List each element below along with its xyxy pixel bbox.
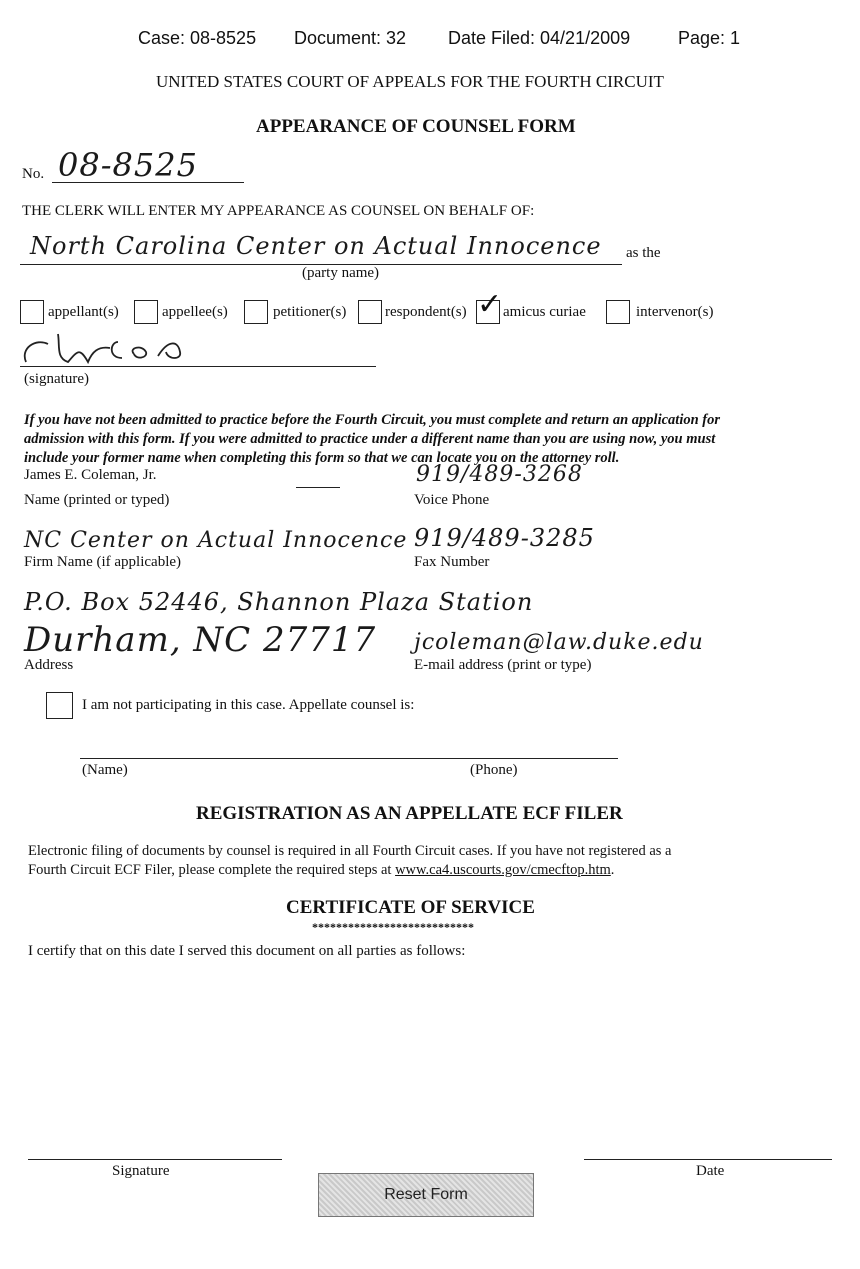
name-caption: Name (printed or typed) <box>24 492 170 508</box>
intervenor-checkbox[interactable] <box>606 300 630 324</box>
email-caption: E-mail address (print or type) <box>414 657 592 673</box>
party-name-value[interactable]: North Carolina Center on Actual Innocence <box>30 232 602 260</box>
date-filed-stamp: Date Filed: 04/21/2009 <box>448 28 631 48</box>
petitioner-checkbox[interactable] <box>244 300 268 324</box>
name-value[interactable]: James E. Coleman, Jr. <box>24 467 157 483</box>
clerk-statement: THE CLERK WILL ENTER MY APPEARANCE AS COUNSEL ON BEHALF OF: <box>22 203 535 219</box>
reset-form-button[interactable] <box>318 1173 534 1217</box>
footer-signature-caption: Signature <box>112 1163 170 1179</box>
appellee-label: appellee(s) <box>162 304 228 320</box>
court-title: UNITED STATES COURT OF APPEALS FOR THE FOURTH CIRCUIT <box>156 72 664 91</box>
form-title: APPEARANCE OF COUNSEL FORM <box>256 116 576 137</box>
footer-date-line <box>584 1159 832 1160</box>
email-value[interactable]: jcoleman@law.duke.edu <box>414 630 704 655</box>
ecf-title: REGISTRATION AS AN APPELLATE ECF FILER <box>196 803 623 824</box>
appellate-name-caption: (Name) <box>82 762 128 778</box>
ecf-text-prefix: Fourth Circuit ECF Filer, please complete the required steps at <box>28 862 392 878</box>
certificate-stars: *************************** <box>312 920 474 934</box>
ecf-text-line-2 <box>28 862 614 879</box>
ecf-text-suffix: . <box>610 862 615 878</box>
footer-signature-line <box>28 1159 282 1160</box>
admission-notice-line-1: If you have not been admitted to practice before the Fourth Circuit, you must complete and return an application for <box>24 412 721 428</box>
appellate-phone-caption: (Phone) <box>470 762 518 778</box>
document-number-stamp: Document: 32 <box>294 28 407 48</box>
appellant-checkbox[interactable] <box>20 300 44 324</box>
name-underline <box>296 487 340 488</box>
appellate-counsel-underline <box>80 758 618 759</box>
case-no-underline <box>52 182 244 183</box>
appellant-label: appellant(s) <box>48 304 119 320</box>
respondent-label: respondent(s) <box>385 304 467 320</box>
reset-form-label: Reset Form <box>384 1186 468 1203</box>
admission-notice-line-3: include your former name when completing this form so that we can locate you on the attorney roll. <box>24 450 620 466</box>
amicus-curiae-label: amicus curiae <box>503 304 586 320</box>
voice-phone-value[interactable]: 919/489-3268 <box>416 462 583 487</box>
case-no-value[interactable]: 08-8525 <box>58 146 198 184</box>
address-line-2[interactable]: Durham, NC 27717 <box>24 620 377 660</box>
certificate-title: CERTIFICATE OF SERVICE <box>286 897 535 918</box>
party-name-caption: (party name) <box>302 265 380 281</box>
ecf-text-line-1: Electronic filing of documents by counsel is required in all Fourth Circuit cases. If you have not registered as a <box>28 843 672 859</box>
check-mark-icon: ✓ <box>477 287 503 322</box>
page-number-stamp: Page: 1 <box>678 28 741 48</box>
intervenor-label: intervenor(s) <box>636 304 714 320</box>
address-line-1[interactable]: P.O. Box 52446, Shannon Plaza Station <box>24 588 534 616</box>
not-participating-label: I am not participating in this case. Appellate counsel is: <box>82 697 415 713</box>
footer-date-caption: Date <box>696 1163 725 1179</box>
respondent-checkbox[interactable] <box>358 300 382 324</box>
signature-underline <box>20 366 376 367</box>
admission-notice-line-2: admission with this form. If you were admitted to practice under a different name than you are using now, you must <box>24 431 716 447</box>
amicus-curiae-checkbox[interactable] <box>476 287 503 324</box>
case-no-label: No. <box>22 166 45 182</box>
fax-caption: Fax Number <box>414 554 490 570</box>
fax-value[interactable]: 919/489-3285 <box>414 524 595 552</box>
appellee-checkbox[interactable] <box>134 300 158 324</box>
certificate-text: I certify that on this date I served this document on all parties as follows: <box>28 943 466 959</box>
signature-caption: (signature) <box>24 371 89 387</box>
ecf-link[interactable]: www.ca4.uscourts.gov/cmecftop.htm <box>395 862 611 878</box>
firm-name-value[interactable]: NC Center on Actual Innocence <box>24 528 408 553</box>
petitioner-label: petitioner(s) <box>273 304 347 320</box>
party-name-suffix: as the <box>626 245 661 261</box>
case-number-stamp: Case: 08-8525 <box>138 28 257 48</box>
firm-name-caption: Firm Name (if applicable) <box>24 554 182 570</box>
signature-text[interactable] <box>90 336 101 337</box>
not-participating-checkbox[interactable] <box>46 692 73 719</box>
voice-phone-caption: Voice Phone <box>414 492 490 508</box>
address-caption: Address <box>24 657 74 673</box>
